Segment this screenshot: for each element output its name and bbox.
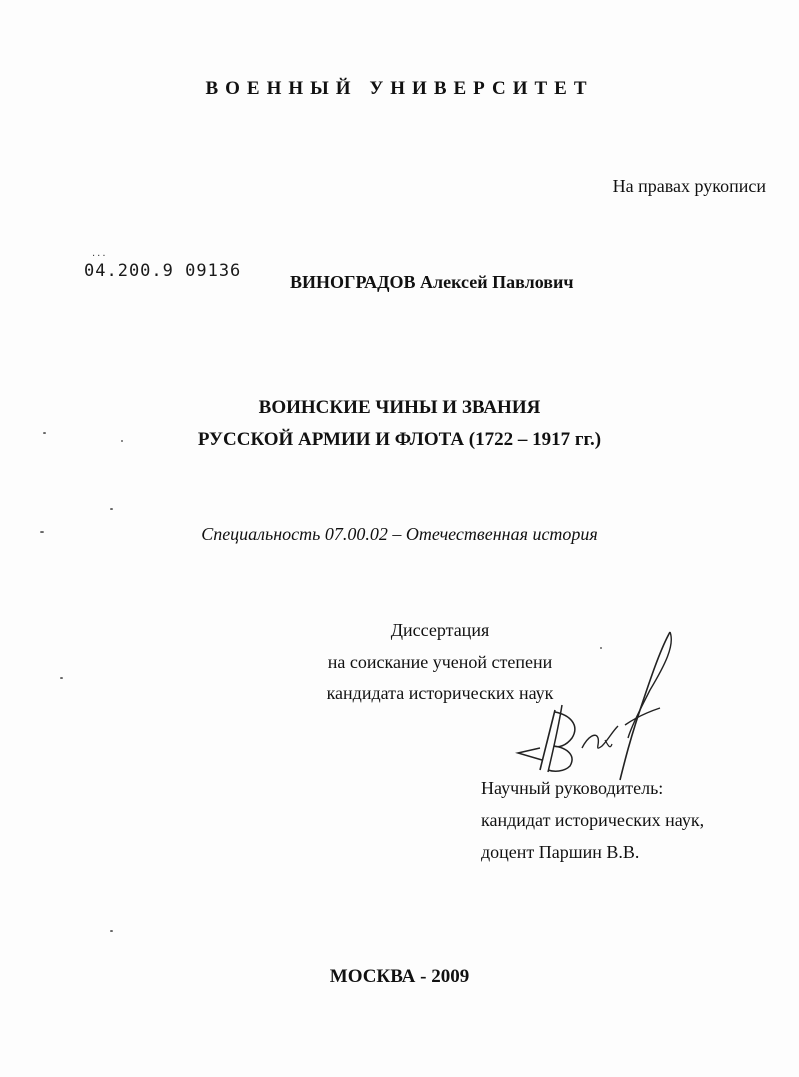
specialty-line: Специальность 07.00.02 – Отечественная история — [201, 524, 598, 544]
supervisor-degree: кандидат исторических наук, — [481, 810, 705, 830]
dissertation-title-line-1: ВОИНСКИЕ ЧИНЫ И ЗВАНИЯ — [258, 397, 541, 418]
dissertation-type-line-3: кандидата исторических наук — [326, 683, 554, 703]
author-name: ВИНОГРАДОВ Алексей Павлович — [290, 272, 574, 292]
registration-marks: ... — [92, 248, 108, 259]
scan-speck — [60, 677, 63, 679]
scan-speck — [600, 647, 602, 649]
scan-speck — [40, 531, 44, 533]
registration-number: 04.200.9 09136 — [84, 261, 242, 281]
scan-speck — [110, 508, 113, 510]
dissertation-type-line-1: Диссертация — [390, 620, 490, 640]
dissertation-type-line-2: на соискание ученой степени — [327, 652, 553, 672]
manuscript-rights-note: На правах рукописи — [612, 176, 766, 196]
handwritten-signature — [500, 620, 680, 800]
scan-speck — [121, 440, 123, 442]
scan-speck — [110, 930, 113, 932]
dissertation-title-line-2: РУССКОЙ АРМИИ И ФЛОТА (1722 – 1917 гг.) — [197, 429, 602, 450]
supervisor-heading: Научный руководитель: — [481, 778, 664, 798]
supervisor-name: доцент Паршин В.В. — [481, 842, 640, 862]
city-year: МОСКВА - 2009 — [329, 966, 470, 987]
university-name: ВОЕННЫЙ УНИВЕРСИТЕТ — [205, 78, 594, 99]
scan-speck — [43, 432, 46, 434]
